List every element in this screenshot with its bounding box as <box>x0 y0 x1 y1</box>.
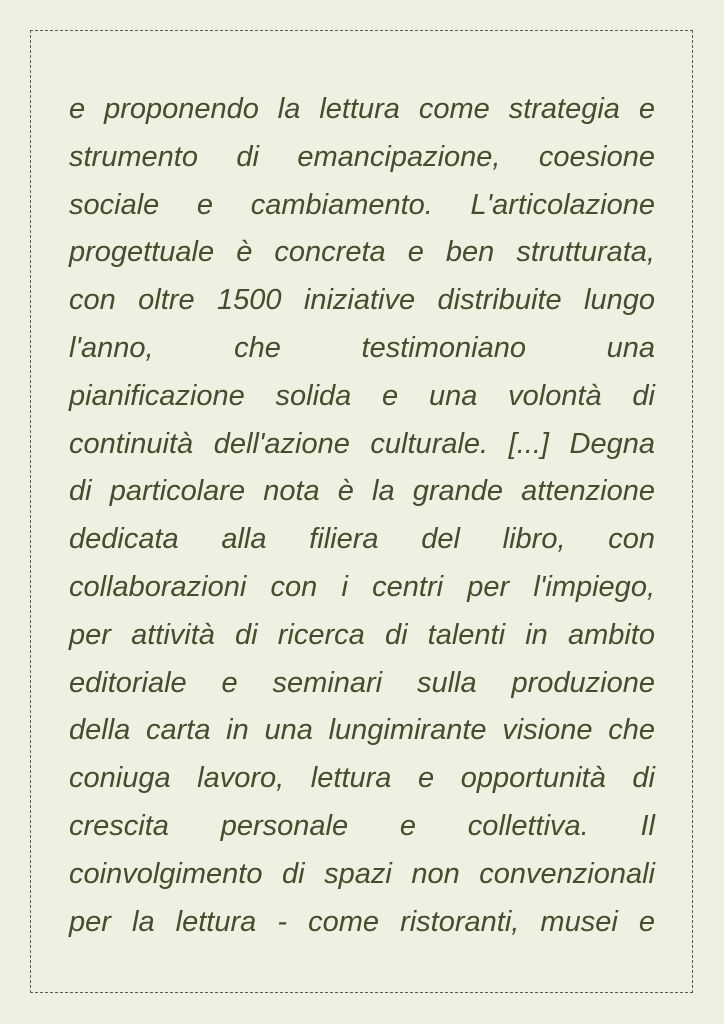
text-line: pianificazione solida e una volontà di <box>69 379 655 412</box>
text-line: collaborazioni con i centri per l'impiego, <box>69 570 655 603</box>
text-line: continuità dell'azione culturale. [...] Degna <box>69 427 655 460</box>
text-line: progettuale è concreta e ben strutturata, <box>69 236 655 269</box>
text-line: coniuga lavoro, lettura e opportunità di <box>69 762 655 795</box>
text-line: coinvolgimento di spazi non convenzionali <box>69 857 655 890</box>
text-line: strumento di emancipazione, coesione <box>69 140 655 173</box>
text-line: sociale e cambiamento. L'articolazione <box>69 188 655 221</box>
text-line: dedicata alla filiera del libro, con <box>69 523 655 556</box>
text-line: di particolare nota è la grande attenzione <box>69 475 655 508</box>
text-line: con oltre 1500 iniziative distribuite lungo <box>69 284 655 317</box>
body-text <box>69 86 655 946</box>
text-line: e proponendo la lettura come strategia e <box>69 93 655 125</box>
text-line: della carta in una lungimirante visione che <box>69 714 655 747</box>
text-line: crescita personale e collettiva. Il <box>69 809 655 842</box>
text-line: per attività di ricerca di talenti in ambito <box>69 618 655 651</box>
text-line: editoriale e seminari sulla produzione <box>69 666 655 699</box>
text-line: per la lettura - come ristoranti, musei e <box>69 905 655 938</box>
text-line: l'anno, che testimoniano una <box>69 331 655 364</box>
